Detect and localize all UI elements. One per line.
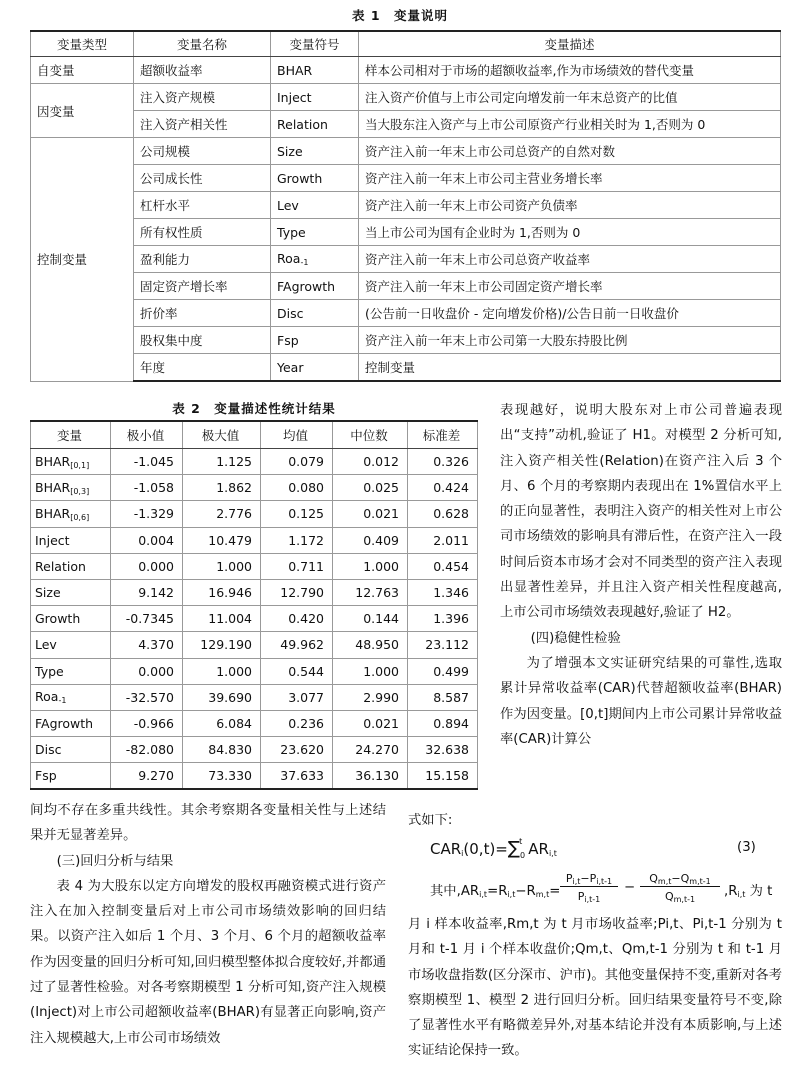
table1-name-cell: 固定资产增长率 xyxy=(134,273,271,300)
table2-row xyxy=(31,710,478,736)
table1-header-cell: 变量描述 xyxy=(359,31,781,57)
table1-row xyxy=(31,327,781,354)
table1-category-cell: 自变量 xyxy=(31,57,134,84)
table2-value-cell: 6.084 xyxy=(183,710,261,736)
table2-header-cell: 标准差 xyxy=(408,421,478,449)
table2-value-cell: -0.966 xyxy=(111,710,183,736)
variable-subscript: [0,3] xyxy=(70,486,90,496)
table2-value-cell: 2.990 xyxy=(333,684,408,710)
table1-description-cell: 资产注入前一年末上市公司第一大股东持股比例 xyxy=(359,327,781,354)
table2-variable-cell: FAgrowth xyxy=(31,710,111,736)
table1-description-cell: 当上市公司为国有企业时为 1,否则为 0 xyxy=(359,219,781,246)
table2-variable-cell: $BHAR_{[0,6]}$ xyxy=(31,501,111,527)
paragraph-robustness: 为了增强本文实证研究结果的可靠性,选取累计异常收益率(CAR)代替超额收益率(BHAR)作为因变量。[0,t]期间内上市公司累计异常收益率(CAR)计算公 xyxy=(500,655,782,747)
equation-number: (3) xyxy=(737,840,756,855)
table2-value-cell: 49.962 xyxy=(261,632,333,658)
table1-row xyxy=(31,111,781,138)
table2-row xyxy=(31,475,478,501)
table1-description-cell: 资产注入前一年末上市公司主营业务增长率 xyxy=(359,165,781,192)
table2-value-cell: 0.144 xyxy=(333,606,408,632)
table1-symbol-cell: Fsp xyxy=(271,327,359,354)
table1-symbol-cell: Inject xyxy=(271,84,359,111)
table2-variable-cell: Fsp xyxy=(31,763,111,790)
table1-symbol-cell: Relation xyxy=(271,111,359,138)
table2-row xyxy=(31,449,478,475)
table1-header-cell: 变量类型 xyxy=(31,31,134,57)
table2-value-cell: -82.080 xyxy=(111,737,183,763)
table1-name-cell: 折价率 xyxy=(134,300,271,327)
paragraph-regression: 表 4 为大股东以定方向增发的股权再融资模式进行资产注入在加入控制变量后对上市公司市场绩效影响的回归结果。以资产注入如后 1 个月、3 个月、6 个月的超额收益率作为因变量的回归分析可知,回归模型整体拟合度较好,并都通过了显著性检验。对各考察期模型 1 分析可知,资产注入规模(Inject)对上市公司超额收益率(BHAR)有显著正向影响,资产注入规模越大,上市公司市场绩效 xyxy=(30,878,386,1046)
table2-value-cell: 23.112 xyxy=(408,632,478,658)
table2-header-cell: 中位数 xyxy=(333,421,408,449)
table2-value-cell: 73.330 xyxy=(183,763,261,790)
table2-variable-cell: $BHAR_{[0,1]}$ xyxy=(31,449,111,475)
table1-header-cell: 变量名称 xyxy=(134,31,271,57)
table1-row xyxy=(31,246,781,273)
equation-ar: 其中$,AR_{i,t}=R_{i,t}-R_{m,t}=$ $P_{i,t}-P_{i,t-1}$ $P_{i,t-1}$ − $Q_{m,t}-Q_{m,t-1}$ $Q_{m,t-1}$ $,R_{i,t}$ 为 t xyxy=(430,872,773,904)
table2-value-cell: 23.620 xyxy=(261,737,333,763)
table2-caption: 表 2 变量描述性统计结果 xyxy=(172,401,336,416)
table2-value-cell: 0.544 xyxy=(261,658,333,684)
table2-value-cell: -1.045 xyxy=(111,449,183,475)
table1-symbol-cell: Year xyxy=(271,354,359,382)
table2-value-cell: 0.004 xyxy=(111,527,183,553)
table2-value-cell: 36.130 xyxy=(333,763,408,790)
table1-symbol-cell: BHAR xyxy=(271,57,359,84)
table2-value-cell: 1.346 xyxy=(408,579,478,605)
table1-row xyxy=(31,354,781,382)
table1-description-cell: 资产注入前一年末上市公司总资产的自然对数 xyxy=(359,138,781,165)
table2-value-cell: 0.894 xyxy=(408,710,478,736)
table2-value-cell: 3.077 xyxy=(261,684,333,710)
table2-variable-cell: Type xyxy=(31,658,111,684)
table2-value-cell: 0.125 xyxy=(261,501,333,527)
table2-row xyxy=(31,632,478,658)
symbol-subscript: -1 xyxy=(300,258,309,267)
table1-name-cell: 杠杆水平 xyxy=(134,192,271,219)
table2-header-cell: 极小值 xyxy=(111,421,183,449)
table2-value-cell: 1.125 xyxy=(183,449,261,475)
table2-value-cell: 9.270 xyxy=(111,763,183,790)
table2-value-cell: 0.424 xyxy=(408,475,478,501)
table1-description-cell: 样本公司相对于市场的超额收益率,作为市场绩效的替代变量 xyxy=(359,57,781,84)
table1-description-cell: 当大股东注入资产与上市公司原资产行业相关时为 1,否则为 0 xyxy=(359,111,781,138)
table1-category-cell: 因变量 xyxy=(31,84,134,138)
formula-intro: 式如下: xyxy=(408,813,453,828)
table2-value-cell: 0.079 xyxy=(261,449,333,475)
table2-value-cell: 39.690 xyxy=(183,684,261,710)
table1-category-cell: 控制变量 xyxy=(31,138,134,382)
table1-description-cell: 注入资产价值与上市公司定向增发前一年末总资产的比值 xyxy=(359,84,781,111)
table2-value-cell: 1.000 xyxy=(333,553,408,579)
table1-description-cell: 控制变量 xyxy=(359,354,781,382)
table2-value-cell: 2.776 xyxy=(183,501,261,527)
table2-variable-cell: Size xyxy=(31,579,111,605)
table2-variable-cell: Roa$_{-1}$ xyxy=(31,684,111,710)
table1-row xyxy=(31,192,781,219)
equation-car: $CAR_i(0,t)=\sum_0^t$ $AR_{i,t}$ xyxy=(430,837,557,860)
table2-variable-cell: Inject xyxy=(31,527,111,553)
variable-subscript: [0,1] xyxy=(70,460,90,470)
table2-value-cell: 10.479 xyxy=(183,527,261,553)
table1-description-cell: 资产注入前一年末上市公司总资产收益率 xyxy=(359,246,781,273)
table1-name-cell: 股权集中度 xyxy=(134,327,271,354)
table2-header-cell: 极大值 xyxy=(183,421,261,449)
table2-variable-cell: Growth xyxy=(31,606,111,632)
table2-value-cell: 32.638 xyxy=(408,737,478,763)
table1-row xyxy=(31,300,781,327)
table2-value-cell: 9.142 xyxy=(111,579,183,605)
table1-description-cell: 资产注入前一年末上市公司固定资产增长率 xyxy=(359,273,781,300)
table2-header-cell: 变量 xyxy=(31,421,111,449)
table2-value-cell: 0.000 xyxy=(111,658,183,684)
table1-caption: 表 1 变量说明 xyxy=(351,8,449,23)
table1-symbol-cell: Type xyxy=(271,219,359,246)
section-heading-regression: (三)回归分析与结果 xyxy=(56,853,174,869)
table2-row xyxy=(31,553,478,579)
table2-value-cell: 0.326 xyxy=(408,449,478,475)
table1-name-cell: 盈利能力 xyxy=(134,246,271,273)
table1-name-cell: 公司规模 xyxy=(134,138,271,165)
table2-value-cell: 129.190 xyxy=(183,632,261,658)
paragraph-collinearity: 间均不存在多重共线性。其余考察期各变量相关性与上述结果并无显著差异。 xyxy=(30,803,386,844)
table2-value-cell: 11.004 xyxy=(183,606,261,632)
left-column-text xyxy=(30,798,386,1051)
table2-value-cell: 16.946 xyxy=(183,579,261,605)
table2-value-cell: 1.000 xyxy=(183,658,261,684)
table2-value-cell: 1.000 xyxy=(333,658,408,684)
table2-row xyxy=(31,684,478,710)
table1-row xyxy=(31,165,781,192)
table2-header-cell: 均值 xyxy=(261,421,333,449)
table2-row xyxy=(31,579,478,605)
table2-value-cell: 37.633 xyxy=(261,763,333,790)
table2-value-cell: 12.763 xyxy=(333,579,408,605)
table2-variable-cell: Relation xyxy=(31,553,111,579)
table1-name-cell: 公司成长性 xyxy=(134,165,271,192)
table1-name-cell: 年度 xyxy=(134,354,271,382)
variable-subscript: -1 xyxy=(58,696,67,706)
table2-value-cell: 0.025 xyxy=(333,475,408,501)
table2-row xyxy=(31,658,478,684)
table1-name-cell: 注入资产相关性 xyxy=(134,111,271,138)
table2-variable-cell: Disc xyxy=(31,737,111,763)
table2-value-cell: 1.172 xyxy=(261,527,333,553)
table2-value-cell: 1.862 xyxy=(183,475,261,501)
table2-value-cell: 0.420 xyxy=(261,606,333,632)
table2-value-cell: 48.950 xyxy=(333,632,408,658)
table1-variable-definitions xyxy=(30,30,781,382)
table2-row xyxy=(31,737,478,763)
variable-subscript: [0,6] xyxy=(70,512,90,522)
paragraph-results-continued: 表现越好，说明大股东对上市公司普遍表现出“支持”动机,验证了 H1。对模型 2 分析可知,注入资产相关性(Relation)在资产注入后 3 个月、6 个月的考察期内表现出在 1%置信水平上的正向显著性，表明注入资产的相关性对上市公司市场绩效的影响具有滞后性，在资产注入一段时间后资本市场才会对不同类型的资产注入表现出显著性差异，并且注入资产相关性程度越高,上市公司市场绩效表现越好,验证了 H2。 xyxy=(500,403,782,621)
right-column-text xyxy=(500,398,782,752)
table2-value-cell: -1.058 xyxy=(111,475,183,501)
table2-value-cell: 0.711 xyxy=(261,553,333,579)
table1-symbol-cell: Lev xyxy=(271,192,359,219)
table1-name-cell: 超额收益率 xyxy=(134,57,271,84)
table1-row xyxy=(31,273,781,300)
table2-value-cell: 0.021 xyxy=(333,501,408,527)
table1-description-cell: 资产注入前一年末上市公司资产负债率 xyxy=(359,192,781,219)
table2-descriptive-statistics xyxy=(30,420,478,790)
paragraph-variable-definitions: 月 i 样本收益率,Rm,t 为 t 月市场收益率;Pi,t、Pi,t-1 分别为 t 月和 t-1 月 i 个样本收盘价;Qm,t、Qm,t-1 分别为 t 和 t-1 月市场收盘指数(区分深市、沪市)。其他变量保持不变,重新对各考察期模型 1、模型 2 进行回归分析。回归结果变量符号不变,除了显著性水平有略微差异外,对基本结论并没有本质影响,与上述实证结论保持一致。 xyxy=(408,917,782,1059)
table1-header-cell: 变量符号 xyxy=(271,31,359,57)
table2-value-cell: 0.236 xyxy=(261,710,333,736)
table1-row xyxy=(31,219,781,246)
table2-value-cell: 0.000 xyxy=(111,553,183,579)
table2-row xyxy=(31,501,478,527)
table1-row xyxy=(31,138,781,165)
table2-value-cell: 15.158 xyxy=(408,763,478,790)
table1-row xyxy=(31,57,781,84)
table2-value-cell: -32.570 xyxy=(111,684,183,710)
table2-value-cell: 0.021 xyxy=(333,710,408,736)
section-heading-robustness: (四)稳健性检验 xyxy=(530,630,621,646)
table2-variable-cell: Lev xyxy=(31,632,111,658)
table1-name-cell: 注入资产规模 xyxy=(134,84,271,111)
table2-row xyxy=(31,527,478,553)
table2-value-cell: 0.409 xyxy=(333,527,408,553)
table2-value-cell: 0.628 xyxy=(408,501,478,527)
table1-symbol-cell: Roa$_{-1}$ xyxy=(271,246,359,273)
table1-symbol-cell: FAgrowth xyxy=(271,273,359,300)
table2-value-cell: 0.454 xyxy=(408,553,478,579)
table2-variable-cell: $BHAR_{[0,3]}$ xyxy=(31,475,111,501)
table1-symbol-cell: Size xyxy=(271,138,359,165)
table1-row xyxy=(31,84,781,111)
table2-row xyxy=(31,606,478,632)
table2-value-cell: 0.012 xyxy=(333,449,408,475)
table2-value-cell: -1.329 xyxy=(111,501,183,527)
table1-name-cell: 所有权性质 xyxy=(134,219,271,246)
table2-value-cell: 12.790 xyxy=(261,579,333,605)
table1-description-cell: (公告前一日收盘价 - 定向增发价格)/公告日前一日收盘价 xyxy=(359,300,781,327)
table2-value-cell: 2.011 xyxy=(408,527,478,553)
table2-value-cell: -0.7345 xyxy=(111,606,183,632)
table2-row xyxy=(31,763,478,790)
table1-symbol-cell: Growth xyxy=(271,165,359,192)
table2-value-cell: 84.830 xyxy=(183,737,261,763)
table2-value-cell: 1.000 xyxy=(183,553,261,579)
table2-value-cell: 8.587 xyxy=(408,684,478,710)
table2-value-cell: 4.370 xyxy=(111,632,183,658)
table2-value-cell: 1.396 xyxy=(408,606,478,632)
table1-symbol-cell: Disc xyxy=(271,300,359,327)
table2-value-cell: 0.499 xyxy=(408,658,478,684)
table2-value-cell: 24.270 xyxy=(333,737,408,763)
table2-value-cell: 0.080 xyxy=(261,475,333,501)
